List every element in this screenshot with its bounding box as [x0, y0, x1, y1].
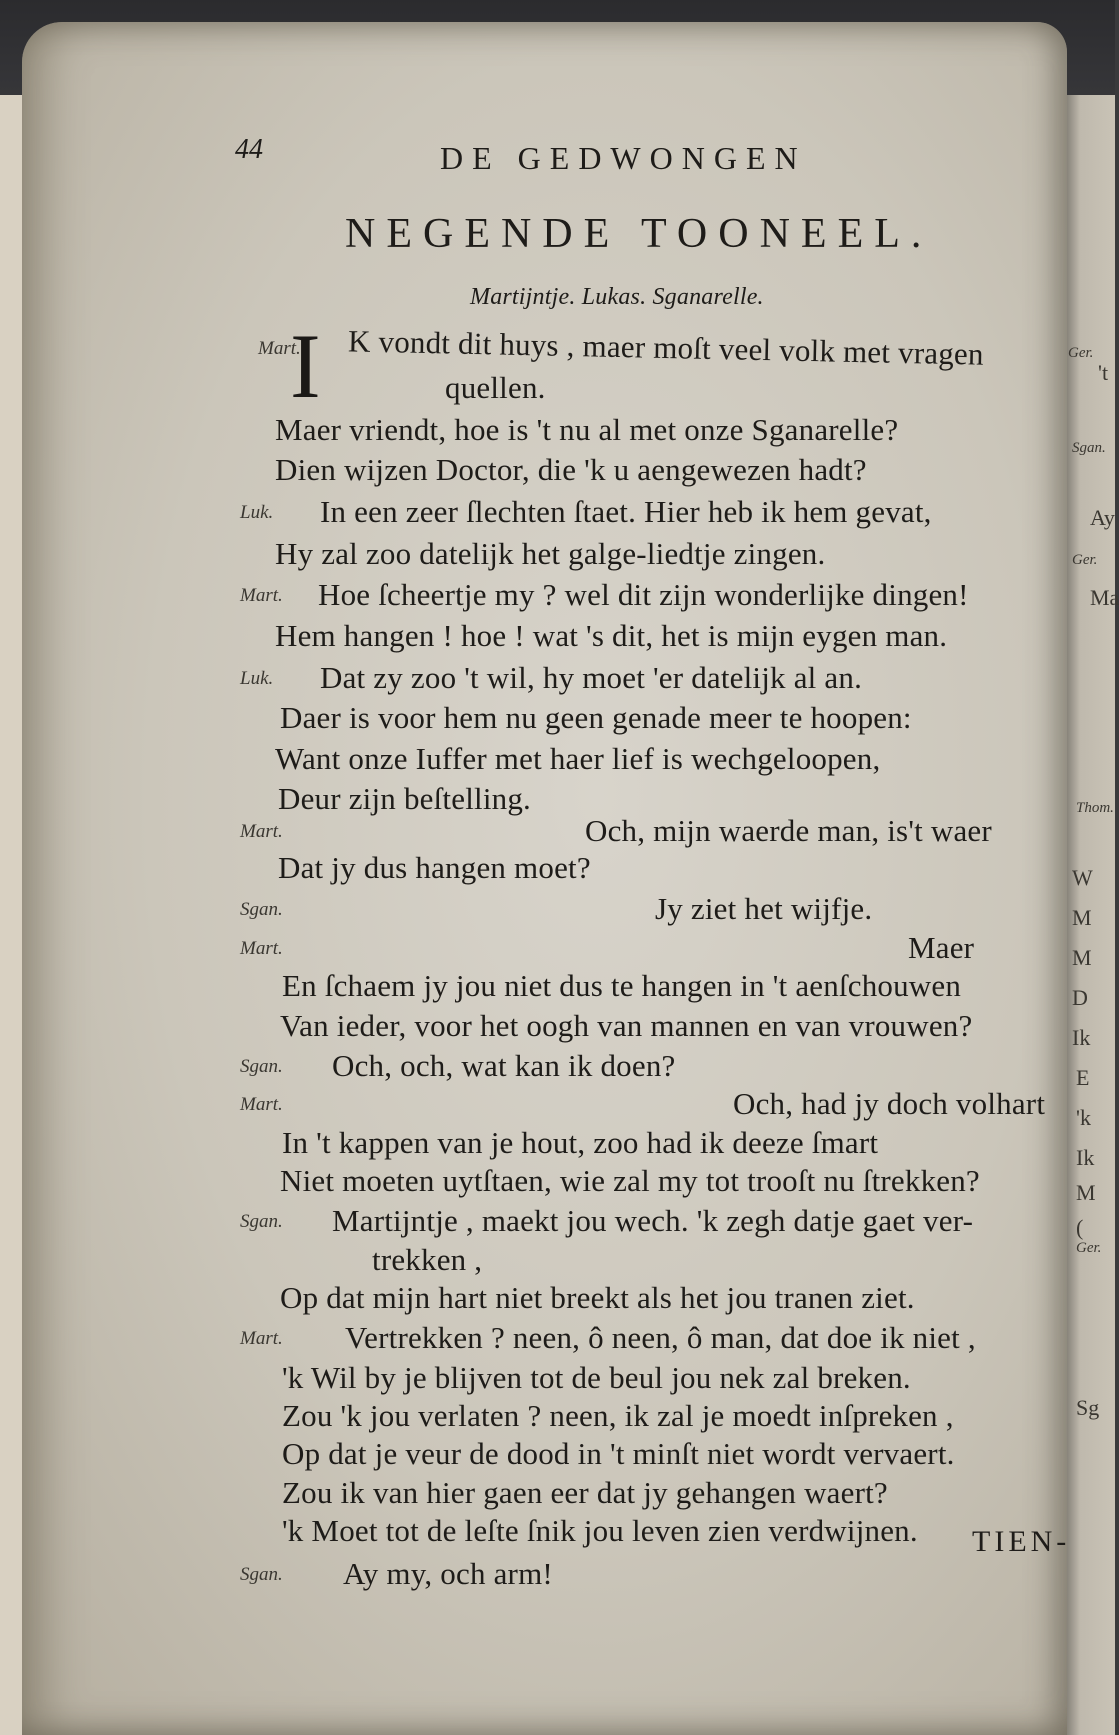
- verse-line: Hem hangen ! hoe ! wat 's dit, het is mijn eygen man.: [275, 618, 948, 653]
- facing-page-mark: Ay: [1090, 505, 1115, 530]
- verse-line: 'k Moet tot de leſte ſnik jou leven zien verdwijnen.: [282, 1513, 918, 1548]
- page-number: 44: [235, 134, 263, 165]
- facing-page-mark: Sg: [1076, 1395, 1100, 1420]
- speaker-label: Mart.: [240, 938, 283, 959]
- verse-line: Maer vriendt, hoe is 't nu al met onze Sganarelle?: [275, 412, 899, 447]
- facing-page-mark: W: [1072, 865, 1093, 890]
- verse-line: 'k Wil by je blijven tot de beul jou nek zal breken.: [282, 1360, 911, 1395]
- facing-page-mark: (: [1076, 1215, 1084, 1240]
- character-list: Martijntje. Lukas. Sganarelle.: [470, 284, 764, 310]
- speaker-label: Mart.: [240, 821, 283, 842]
- running-head: DE GEDWONGEN: [440, 140, 807, 176]
- facing-page-mark: Ger.: [1076, 1240, 1102, 1256]
- facing-page-mark: Ger.: [1072, 552, 1098, 568]
- verse-line: trekken ,: [372, 1242, 483, 1277]
- facing-page-mark: Ger.: [1068, 345, 1094, 361]
- verse-line: Dien wijzen Doctor, die 'k u aengewezen hadt?: [275, 452, 867, 487]
- verse-line: Jy ziet het wijfje.: [655, 891, 873, 926]
- speaker-label: Mart.: [240, 1094, 283, 1115]
- verse-line: Maer: [908, 930, 975, 965]
- speaker-label: Sgan.: [240, 1056, 283, 1077]
- facing-page-mark: M: [1072, 905, 1092, 930]
- verse-line: Daer is voor hem nu geen genade meer te hoopen:: [280, 700, 912, 735]
- facing-page-mark: 't: [1098, 360, 1109, 385]
- verse-line: Och, och, wat kan ik doen?: [332, 1048, 676, 1083]
- verse-line: Zou ik van hier gaen eer dat jy gehangen waert?: [282, 1475, 888, 1510]
- verse-line: Hoe ſcheertje my ? wel dit zijn wonderlijke dingen!: [318, 577, 969, 612]
- verse-line: Hy zal zoo datelijk het galge-liedtje zingen.: [275, 536, 826, 571]
- speaker-label: Sgan.: [240, 1211, 283, 1232]
- verse-line: Niet moeten uytſtaen, wie zal my tot trooſt nu ſtrekken?: [280, 1163, 980, 1198]
- verse-line: Van ieder, voor het oogh van mannen en van vrouwen?: [280, 1008, 973, 1043]
- facing-page-mark: Ik: [1072, 1025, 1091, 1050]
- facing-page-mark: Ik: [1076, 1145, 1095, 1170]
- scene-title: NEGENDE TOONEEL.: [345, 211, 933, 257]
- verse-line: Deur zijn beſtelling.: [278, 781, 531, 816]
- facing-page-mark: M: [1072, 945, 1092, 970]
- speaker-label: Luk.: [240, 502, 274, 523]
- facing-page-mark: Sgan.: [1072, 440, 1106, 456]
- verse-line: Vertrekken ? neen, ô neen, ô man, dat doe ik niet ,: [345, 1320, 976, 1355]
- verse-line: Och, had jy doch volhart: [733, 1086, 1046, 1121]
- verse-line: En ſchaem jy jou niet dus te hangen in 't aenſchouwen: [282, 968, 962, 1003]
- drop-cap: I: [290, 315, 321, 417]
- speaker-label: Sgan.: [240, 1564, 283, 1585]
- facing-page-mark: E: [1076, 1065, 1090, 1090]
- verse-line: Zou 'k jou verlaten ? neen, ik zal je moedt inſpreken ,: [282, 1398, 954, 1433]
- speaker-label: Sgan.: [240, 899, 283, 920]
- catchword: TIEN-: [972, 1525, 1071, 1558]
- verse-line: Op dat mijn hart niet breekt als het jou tranen ziet.: [280, 1280, 915, 1315]
- facing-page-mark: M: [1076, 1180, 1096, 1205]
- speaker-label: Luk.: [240, 668, 274, 689]
- speaker-label: Mart.: [240, 585, 283, 606]
- verse-line: Martijntje , maekt jou wech. 'k zegh datje gaet ver-: [332, 1203, 974, 1238]
- verse-line: Dat zy zoo 't wil, hy moet 'er datelijk al an.: [320, 660, 863, 695]
- facing-page-mark: 'k: [1076, 1105, 1091, 1130]
- speaker-label: Mart.: [258, 338, 301, 359]
- verse-line: In 't kappen van je hout, zoo had ik deeze ſmart: [282, 1125, 879, 1160]
- verse-line: Dat jy dus hangen moet?: [278, 850, 591, 885]
- verse-line: Op dat je veur de dood in 't minſt niet wordt vervaert.: [282, 1436, 955, 1471]
- verse-line: K vondt dit huys , maer moſt veel volk met vragen: [347, 323, 985, 372]
- verse-line: In een zeer ſlechten ſtaet. Hier heb ik hem gevat,: [320, 494, 932, 529]
- facing-page-mark: Thom.: [1076, 800, 1114, 816]
- facing-page-mark: Ma: [1090, 585, 1119, 610]
- speaker-label: Mart.: [240, 1328, 283, 1349]
- verse-line: Och, mijn waerde man, is't waer: [585, 813, 992, 848]
- facing-page-mark: D: [1072, 985, 1088, 1010]
- verse-line: quellen.: [445, 370, 546, 405]
- verse-line: Ay my, och arm!: [343, 1556, 553, 1591]
- verse-line: Want onze Iuffer met haer lief is wechgeloopen,: [275, 741, 881, 776]
